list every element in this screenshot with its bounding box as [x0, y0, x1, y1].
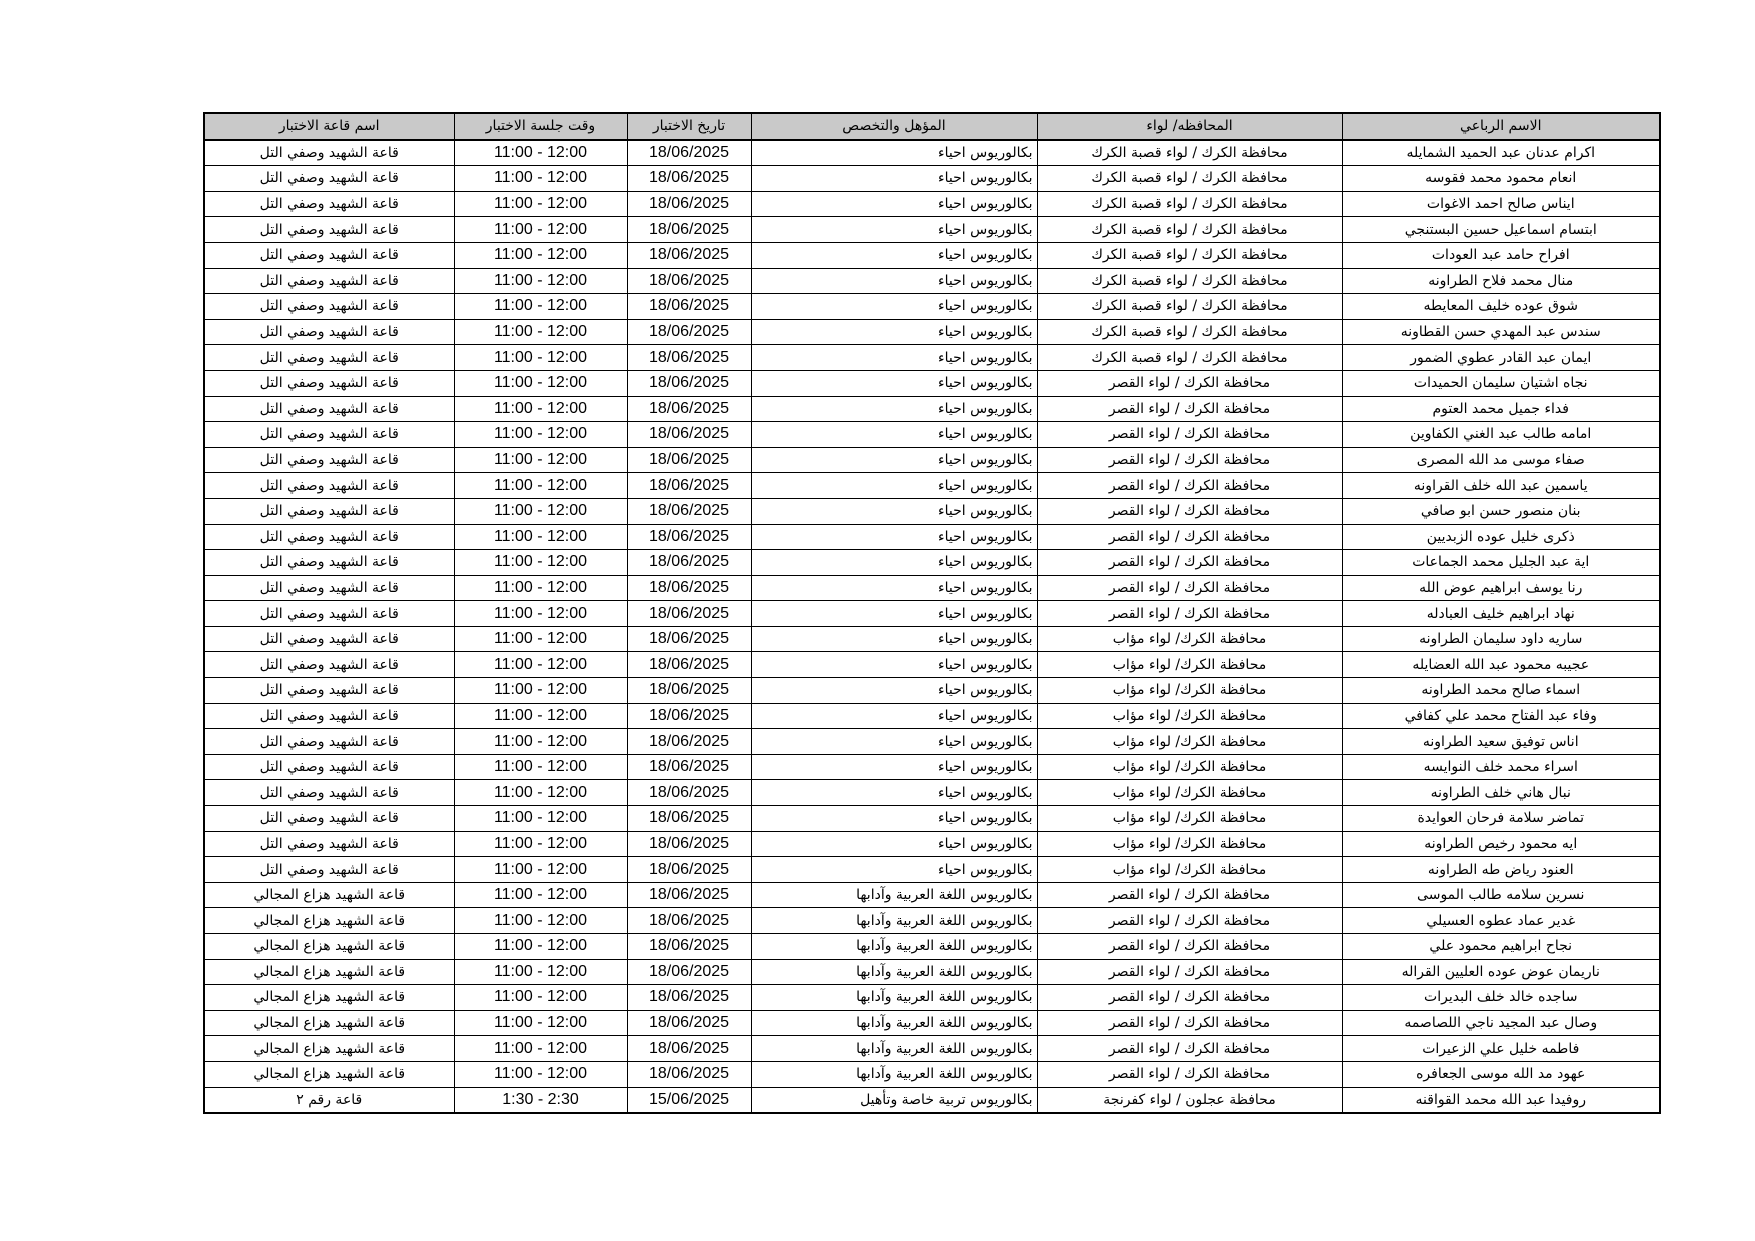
cell-time: 11:00 - 12:00	[454, 345, 627, 371]
cell-qualification: بكالوريوس احياء	[751, 294, 1037, 320]
cell-name: رنا يوسف ابراهيم عوض الله	[1342, 575, 1660, 601]
cell-governorate: محافظة عجلون / لواء كفرنجة	[1037, 1087, 1342, 1113]
cell-governorate: محافظة الكرك / لواء القصر	[1037, 934, 1342, 960]
cell-governorate: محافظة الكرك / لواء القصر	[1037, 498, 1342, 524]
cell-date: 18/06/2025	[627, 396, 751, 422]
cell-governorate: محافظة الكرك / لواء القصر	[1037, 396, 1342, 422]
cell-time: 11:00 - 12:00	[454, 217, 627, 243]
header-name: الاسم الرباعي	[1342, 113, 1660, 140]
cell-name: امامه طالب عبد الغني الكفاوين	[1342, 422, 1660, 448]
table-row	[204, 498, 1660, 524]
cell-time: 11:00 - 12:00	[454, 498, 627, 524]
table-row	[204, 1036, 1660, 1062]
cell-qualification: بكالوريوس احياء	[751, 754, 1037, 780]
cell-name: نجاح ابراهيم محمود علي	[1342, 934, 1660, 960]
table-row	[204, 473, 1660, 499]
cell-time: 11:00 - 12:00	[454, 780, 627, 806]
cell-time: 11:00 - 12:00	[454, 524, 627, 550]
cell-governorate: محافظة الكرك / لواء قصبة الكرك	[1037, 345, 1342, 371]
cell-hall: قاعة الشهيد وصفي التل	[204, 140, 454, 166]
cell-governorate: محافظة الكرك / لواء القصر	[1037, 370, 1342, 396]
cell-date: 18/06/2025	[627, 1061, 751, 1087]
header-time: وقت جلسة الاختبار	[454, 113, 627, 140]
cell-name: ساجده خالد خلف البديرات	[1342, 985, 1660, 1011]
table-row	[204, 780, 1660, 806]
cell-time: 11:00 - 12:00	[454, 319, 627, 345]
table-row	[204, 601, 1660, 627]
cell-name: اسراء محمد خلف النوايسه	[1342, 754, 1660, 780]
cell-qualification: بكالوريوس اللغة العربية وآدابها	[751, 882, 1037, 908]
cell-governorate: محافظة الكرك / لواء القصر	[1037, 1036, 1342, 1062]
cell-qualification: بكالوريوس اللغة العربية وآدابها	[751, 934, 1037, 960]
cell-time: 11:00 - 12:00	[454, 268, 627, 294]
cell-qualification: بكالوريوس احياء	[751, 447, 1037, 473]
cell-time: 11:00 - 12:00	[454, 396, 627, 422]
cell-governorate: محافظة الكرك / لواء القصر	[1037, 447, 1342, 473]
cell-qualification: بكالوريوس تربية خاصة وتأهيل	[751, 1087, 1037, 1113]
cell-name: العنود رياض طه الطراونه	[1342, 857, 1660, 883]
cell-governorate: محافظة الكرك / لواء القصر	[1037, 524, 1342, 550]
header-governorate: المحافظه/ لواء	[1037, 113, 1342, 140]
table-row	[204, 319, 1660, 345]
cell-date: 18/06/2025	[627, 268, 751, 294]
cell-hall: قاعة الشهيد وصفي التل	[204, 652, 454, 678]
cell-time: 11:00 - 12:00	[454, 242, 627, 268]
cell-qualification: بكالوريوس احياء	[751, 729, 1037, 755]
cell-name: نجاه اشتيان سليمان الحميدات	[1342, 370, 1660, 396]
header-hall: اسم قاعة الاختبار	[204, 113, 454, 140]
cell-governorate: محافظة الكرك/ لواء مؤاب	[1037, 754, 1342, 780]
cell-qualification: بكالوريوس احياء	[751, 217, 1037, 243]
cell-name: روفيدا عبد الله محمد القواقنه	[1342, 1087, 1660, 1113]
cell-hall: قاعة الشهيد هزاع المجالي	[204, 1010, 454, 1036]
cell-hall: قاعة الشهيد وصفي التل	[204, 370, 454, 396]
cell-hall: قاعة الشهيد هزاع المجالي	[204, 959, 454, 985]
cell-time: 11:00 - 12:00	[454, 447, 627, 473]
cell-time: 11:00 - 12:00	[454, 959, 627, 985]
cell-hall: قاعة الشهيد وصفي التل	[204, 498, 454, 524]
cell-hall: قاعة رقم ٢	[204, 1087, 454, 1113]
table-row	[204, 908, 1660, 934]
cell-qualification: بكالوريوس احياء	[751, 524, 1037, 550]
table-row	[204, 166, 1660, 192]
cell-governorate: محافظة الكرك / لواء قصبة الكرك	[1037, 242, 1342, 268]
cell-time: 11:00 - 12:00	[454, 857, 627, 883]
cell-hall: قاعة الشهيد وصفي التل	[204, 473, 454, 499]
cell-hall: قاعة الشهيد هزاع المجالي	[204, 934, 454, 960]
cell-governorate: محافظة الكرك/ لواء مؤاب	[1037, 729, 1342, 755]
cell-date: 18/06/2025	[627, 1036, 751, 1062]
header-date: تاريخ الاختبار	[627, 113, 751, 140]
cell-name: اسماء صالح محمد الطراونه	[1342, 678, 1660, 704]
cell-hall: قاعة الشهيد وصفي التل	[204, 294, 454, 320]
table-header	[204, 113, 1660, 140]
cell-hall: قاعة الشهيد وصفي التل	[204, 191, 454, 217]
cell-date: 18/06/2025	[627, 959, 751, 985]
cell-qualification: بكالوريوس احياء	[751, 242, 1037, 268]
cell-time: 11:00 - 12:00	[454, 1036, 627, 1062]
cell-qualification: بكالوريوس احياء	[751, 191, 1037, 217]
cell-date: 18/06/2025	[627, 422, 751, 448]
cell-governorate: محافظة الكرك / لواء قصبة الكرك	[1037, 191, 1342, 217]
cell-date: 18/06/2025	[627, 498, 751, 524]
cell-name: اكرام عدنان عبد الحميد الشمايله	[1342, 140, 1660, 166]
cell-date: 18/06/2025	[627, 985, 751, 1011]
cell-name: ايمان عبد القادر عطوي الضمور	[1342, 345, 1660, 371]
cell-name: فاطمه خليل علي الزعيرات	[1342, 1036, 1660, 1062]
cell-hall: قاعة الشهيد وصفي التل	[204, 678, 454, 704]
cell-qualification: بكالوريوس احياء	[751, 575, 1037, 601]
cell-name: ناريمان عوض عوده العليين القراله	[1342, 959, 1660, 985]
table-row	[204, 729, 1660, 755]
cell-governorate: محافظة الكرك / لواء قصبة الكرك	[1037, 217, 1342, 243]
cell-time: 11:00 - 12:00	[454, 729, 627, 755]
table-body	[204, 140, 1660, 1114]
cell-governorate: محافظة الكرك / لواء القصر	[1037, 473, 1342, 499]
table-row	[204, 370, 1660, 396]
cell-hall: قاعة الشهيد وصفي التل	[204, 780, 454, 806]
cell-governorate: محافظة الكرك / لواء قصبة الكرك	[1037, 319, 1342, 345]
cell-governorate: محافظة الكرك/ لواء مؤاب	[1037, 831, 1342, 857]
cell-qualification: بكالوريوس احياء	[751, 780, 1037, 806]
cell-hall: قاعة الشهيد وصفي التل	[204, 703, 454, 729]
cell-qualification: بكالوريوس احياء	[751, 422, 1037, 448]
cell-governorate: محافظة الكرك/ لواء مؤاب	[1037, 703, 1342, 729]
table-row	[204, 985, 1660, 1011]
cell-date: 18/06/2025	[627, 370, 751, 396]
cell-name: وفاء عبد الفتاح محمد علي كفافي	[1342, 703, 1660, 729]
cell-qualification: بكالوريوس احياء	[751, 806, 1037, 832]
cell-name: ذكرى خليل عوده الزبديين	[1342, 524, 1660, 550]
cell-date: 18/06/2025	[627, 882, 751, 908]
cell-date: 18/06/2025	[627, 678, 751, 704]
cell-name: فداء جميل محمد العتوم	[1342, 396, 1660, 422]
cell-date: 18/06/2025	[627, 806, 751, 832]
cell-time: 11:00 - 12:00	[454, 166, 627, 192]
cell-time: 11:00 - 12:00	[454, 831, 627, 857]
cell-time: 11:00 - 12:00	[454, 575, 627, 601]
cell-governorate: محافظة الكرك / لواء القصر	[1037, 550, 1342, 576]
cell-governorate: محافظة الكرك / لواء القصر	[1037, 959, 1342, 985]
cell-qualification: بكالوريوس اللغة العربية وآدابها	[751, 985, 1037, 1011]
cell-name: انعام محمود محمد فقوسه	[1342, 166, 1660, 192]
cell-name: اية عبد الجليل محمد الجماعات	[1342, 550, 1660, 576]
cell-hall: قاعة الشهيد هزاع المجالي	[204, 1061, 454, 1087]
cell-name: اناس توفيق سعيد الطراونه	[1342, 729, 1660, 755]
cell-hall: قاعة الشهيد وصفي التل	[204, 268, 454, 294]
cell-date: 18/06/2025	[627, 166, 751, 192]
cell-hall: قاعة الشهيد وصفي التل	[204, 729, 454, 755]
cell-time: 11:00 - 12:00	[454, 473, 627, 499]
cell-date: 18/06/2025	[627, 191, 751, 217]
cell-date: 18/06/2025	[627, 217, 751, 243]
cell-hall: قاعة الشهيد وصفي التل	[204, 806, 454, 832]
cell-date: 18/06/2025	[627, 345, 751, 371]
cell-qualification: بكالوريوس احياء	[751, 140, 1037, 166]
cell-name: ياسمين عبد الله خلف القراونه	[1342, 473, 1660, 499]
cell-date: 18/06/2025	[627, 524, 751, 550]
cell-hall: قاعة الشهيد وصفي التل	[204, 422, 454, 448]
cell-date: 18/06/2025	[627, 626, 751, 652]
cell-name: شوق عوده خليف المعايطه	[1342, 294, 1660, 320]
cell-name: بنان منصور حسن ابو صافي	[1342, 498, 1660, 524]
table-row	[204, 1061, 1660, 1087]
cell-time: 11:00 - 12:00	[454, 294, 627, 320]
cell-time: 11:00 - 12:00	[454, 934, 627, 960]
cell-name: عجيبه محمود عبد الله العضايله	[1342, 652, 1660, 678]
cell-date: 18/06/2025	[627, 575, 751, 601]
table-row	[204, 806, 1660, 832]
cell-governorate: محافظة الكرك / لواء القصر	[1037, 575, 1342, 601]
table-row	[204, 575, 1660, 601]
cell-qualification: بكالوريوس احياء	[751, 831, 1037, 857]
table-row	[204, 550, 1660, 576]
cell-governorate: محافظة الكرك / لواء قصبة الكرك	[1037, 294, 1342, 320]
cell-time: 11:00 - 12:00	[454, 601, 627, 627]
table-row	[204, 242, 1660, 268]
table-row	[204, 191, 1660, 217]
cell-name: ايناس صالح احمد الاغوات	[1342, 191, 1660, 217]
cell-date: 18/06/2025	[627, 934, 751, 960]
cell-qualification: بكالوريوس احياء	[751, 703, 1037, 729]
cell-date: 18/06/2025	[627, 908, 751, 934]
cell-date: 18/06/2025	[627, 652, 751, 678]
cell-governorate: محافظة الكرك/ لواء مؤاب	[1037, 857, 1342, 883]
cell-date: 18/06/2025	[627, 294, 751, 320]
cell-qualification: بكالوريوس احياء	[751, 268, 1037, 294]
cell-name: نسرين سلامه طالب الموسى	[1342, 882, 1660, 908]
cell-name: وصال عبد المجيد ناجي اللصاصمه	[1342, 1010, 1660, 1036]
cell-governorate: محافظة الكرك/ لواء مؤاب	[1037, 806, 1342, 832]
table-row	[204, 678, 1660, 704]
table-row	[204, 1087, 1660, 1113]
cell-qualification: بكالوريوس احياء	[751, 396, 1037, 422]
table-row	[204, 524, 1660, 550]
table-row	[204, 268, 1660, 294]
cell-hall: قاعة الشهيد وصفي التل	[204, 857, 454, 883]
cell-governorate: محافظة الكرك / لواء القصر	[1037, 422, 1342, 448]
table-row	[204, 140, 1660, 166]
cell-hall: قاعة الشهيد وصفي التل	[204, 319, 454, 345]
cell-hall: قاعة الشهيد هزاع المجالي	[204, 1036, 454, 1062]
cell-date: 18/06/2025	[627, 729, 751, 755]
cell-date: 18/06/2025	[627, 831, 751, 857]
cell-name: سندس عبد المهدي حسن القطاونه	[1342, 319, 1660, 345]
cell-time: 11:00 - 12:00	[454, 626, 627, 652]
cell-time: 11:00 - 12:00	[454, 550, 627, 576]
cell-name: افراح حامد عبد العودات	[1342, 242, 1660, 268]
cell-qualification: بكالوريوس احياء	[751, 166, 1037, 192]
table-row	[204, 882, 1660, 908]
cell-qualification: بكالوريوس احياء	[751, 601, 1037, 627]
cell-governorate: محافظة الكرك/ لواء مؤاب	[1037, 626, 1342, 652]
table-row	[204, 626, 1660, 652]
cell-date: 15/06/2025	[627, 1087, 751, 1113]
cell-hall: قاعة الشهيد وصفي التل	[204, 831, 454, 857]
cell-hall: قاعة الشهيد وصفي التل	[204, 626, 454, 652]
cell-time: 11:00 - 12:00	[454, 806, 627, 832]
cell-hall: قاعة الشهيد وصفي التل	[204, 754, 454, 780]
cell-governorate: محافظة الكرك / لواء القصر	[1037, 1010, 1342, 1036]
table-row	[204, 857, 1660, 883]
cell-date: 18/06/2025	[627, 447, 751, 473]
cell-hall: قاعة الشهيد وصفي التل	[204, 550, 454, 576]
table-row	[204, 422, 1660, 448]
cell-date: 18/06/2025	[627, 857, 751, 883]
cell-governorate: محافظة الكرك / لواء القصر	[1037, 1061, 1342, 1087]
cell-time: 11:00 - 12:00	[454, 1061, 627, 1087]
cell-time: 11:00 - 12:00	[454, 652, 627, 678]
cell-date: 18/06/2025	[627, 319, 751, 345]
table-row	[204, 959, 1660, 985]
cell-name: صفاء موسى مد الله المصرى	[1342, 447, 1660, 473]
cell-governorate: محافظة الكرك/ لواء مؤاب	[1037, 652, 1342, 678]
cell-name: نبال هاني خلف الطراونه	[1342, 780, 1660, 806]
cell-date: 18/06/2025	[627, 601, 751, 627]
header-row	[204, 113, 1660, 140]
cell-name: عهود مد الله موسى الجعافره	[1342, 1061, 1660, 1087]
cell-date: 18/06/2025	[627, 473, 751, 499]
table-row	[204, 396, 1660, 422]
cell-time: 11:00 - 12:00	[454, 370, 627, 396]
cell-time: 11:00 - 12:00	[454, 678, 627, 704]
cell-qualification: بكالوريوس اللغة العربية وآدابها	[751, 1010, 1037, 1036]
cell-governorate: محافظة الكرك / لواء القصر	[1037, 882, 1342, 908]
cell-qualification: بكالوريوس احياء	[751, 498, 1037, 524]
cell-qualification: بكالوريوس اللغة العربية وآدابها	[751, 908, 1037, 934]
cell-name: ابتسام اسماعيل حسين البستنجي	[1342, 217, 1660, 243]
cell-name: غدير عماد عطوه العسيلي	[1342, 908, 1660, 934]
cell-time: 11:00 - 12:00	[454, 985, 627, 1011]
cell-hall: قاعة الشهيد هزاع المجالي	[204, 882, 454, 908]
cell-time: 11:00 - 12:00	[454, 754, 627, 780]
table-row	[204, 652, 1660, 678]
cell-hall: قاعة الشهيد وصفي التل	[204, 166, 454, 192]
cell-hall: قاعة الشهيد وصفي التل	[204, 447, 454, 473]
table-row	[204, 754, 1660, 780]
cell-time: 11:00 - 12:00	[454, 140, 627, 166]
cell-date: 18/06/2025	[627, 242, 751, 268]
cell-time: 1:30 - 2:30	[454, 1087, 627, 1113]
cell-name: تماضر سلامة فرحان العوايدة	[1342, 806, 1660, 832]
cell-qualification: بكالوريوس احياء	[751, 345, 1037, 371]
cell-time: 11:00 - 12:00	[454, 882, 627, 908]
cell-hall: قاعة الشهيد وصفي التل	[204, 345, 454, 371]
cell-hall: قاعة الشهيد وصفي التل	[204, 242, 454, 268]
cell-qualification: بكالوريوس احياء	[751, 370, 1037, 396]
cell-name: ايه محمود رخيص الطراونه	[1342, 831, 1660, 857]
cell-time: 11:00 - 12:00	[454, 191, 627, 217]
cell-time: 11:00 - 12:00	[454, 908, 627, 934]
table-row	[204, 934, 1660, 960]
cell-hall: قاعة الشهيد وصفي التل	[204, 217, 454, 243]
cell-date: 18/06/2025	[627, 550, 751, 576]
cell-governorate: محافظة الكرك/ لواء مؤاب	[1037, 678, 1342, 704]
cell-hall: قاعة الشهيد وصفي التل	[204, 601, 454, 627]
cell-governorate: محافظة الكرك/ لواء مؤاب	[1037, 780, 1342, 806]
cell-qualification: بكالوريوس اللغة العربية وآدابها	[751, 1061, 1037, 1087]
cell-date: 18/06/2025	[627, 1010, 751, 1036]
table-row	[204, 294, 1660, 320]
cell-time: 11:00 - 12:00	[454, 1010, 627, 1036]
table-row	[204, 1010, 1660, 1036]
cell-qualification: بكالوريوس اللغة العربية وآدابها	[751, 1036, 1037, 1062]
cell-date: 18/06/2025	[627, 754, 751, 780]
cell-date: 18/06/2025	[627, 780, 751, 806]
header-qualification: المؤهل والتخصص	[751, 113, 1037, 140]
cell-name: منال محمد فلاح الطراونه	[1342, 268, 1660, 294]
cell-name: نهاد ابراهيم خليف العبادله	[1342, 601, 1660, 627]
cell-qualification: بكالوريوس احياء	[751, 678, 1037, 704]
cell-time: 11:00 - 12:00	[454, 703, 627, 729]
cell-governorate: محافظة الكرك / لواء قصبة الكرك	[1037, 268, 1342, 294]
table-row	[204, 447, 1660, 473]
cell-date: 18/06/2025	[627, 703, 751, 729]
cell-governorate: محافظة الكرك / لواء القصر	[1037, 908, 1342, 934]
table-row	[204, 217, 1660, 243]
cell-time: 11:00 - 12:00	[454, 422, 627, 448]
cell-qualification: بكالوريوس احياء	[751, 319, 1037, 345]
exam-schedule-table	[203, 112, 1661, 1114]
cell-qualification: بكالوريوس اللغة العربية وآدابها	[751, 959, 1037, 985]
cell-qualification: بكالوريوس احياء	[751, 857, 1037, 883]
cell-governorate: محافظة الكرك / لواء قصبة الكرك	[1037, 166, 1342, 192]
cell-hall: قاعة الشهيد وصفي التل	[204, 524, 454, 550]
cell-hall: قاعة الشهيد هزاع المجالي	[204, 985, 454, 1011]
table-row	[204, 345, 1660, 371]
cell-governorate: محافظة الكرك / لواء القصر	[1037, 985, 1342, 1011]
cell-qualification: بكالوريوس احياء	[751, 626, 1037, 652]
table-row	[204, 831, 1660, 857]
cell-qualification: بكالوريوس احياء	[751, 473, 1037, 499]
cell-hall: قاعة الشهيد وصفي التل	[204, 575, 454, 601]
cell-name: ساريه داود سليمان الطراونه	[1342, 626, 1660, 652]
cell-governorate: محافظة الكرك / لواء قصبة الكرك	[1037, 140, 1342, 166]
table-row	[204, 703, 1660, 729]
cell-hall: قاعة الشهيد وصفي التل	[204, 396, 454, 422]
cell-hall: قاعة الشهيد هزاع المجالي	[204, 908, 454, 934]
cell-date: 18/06/2025	[627, 140, 751, 166]
cell-governorate: محافظة الكرك / لواء القصر	[1037, 601, 1342, 627]
cell-qualification: بكالوريوس احياء	[751, 550, 1037, 576]
cell-qualification: بكالوريوس احياء	[751, 652, 1037, 678]
